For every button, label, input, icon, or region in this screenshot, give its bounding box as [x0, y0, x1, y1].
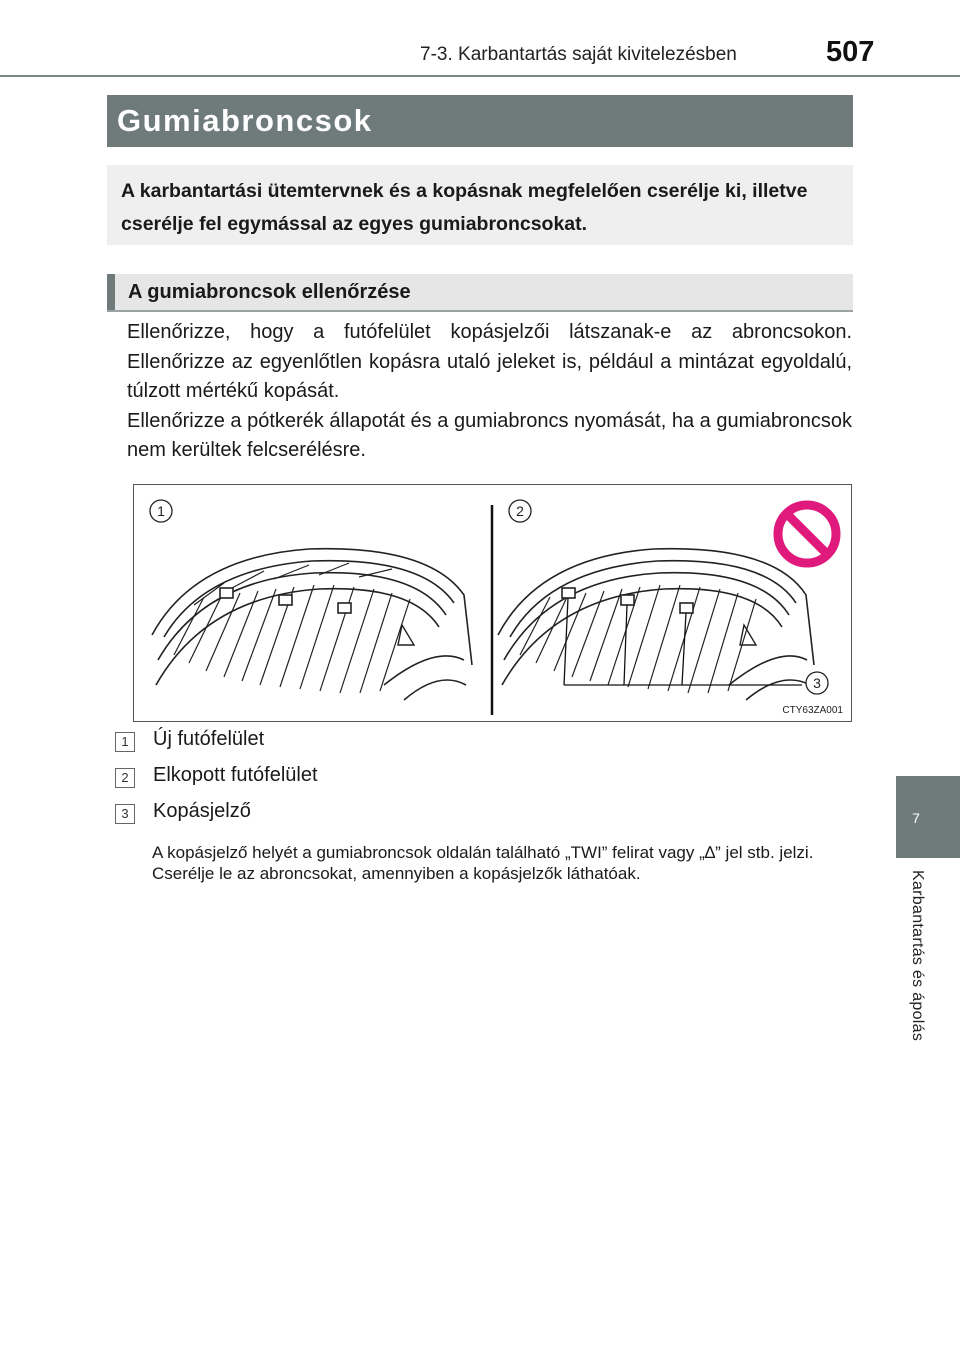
section-body [127, 318, 852, 466]
figure-legend [115, 728, 855, 836]
legend-number: 1 [115, 732, 135, 752]
body-paragraph-1: Ellenőrizze, hogy a futófelület kopásjelzői látszanak-e az abroncsokon. Ellenőrizze az egyenlőtlen kopásra utaló jeleket is, például a mintázat egyoldalú, túlzott mértékű kopását. [127, 321, 852, 402]
section-heading: A gumiabroncsok ellenőrzése [128, 281, 411, 303]
callout-2 [509, 500, 531, 522]
prohibited-icon [778, 505, 836, 563]
legend-label: Kopásjelző [153, 800, 251, 822]
intro-text: A karbantartási ütemtervnek és a kopásnak megfelelően cserélje ki, illetve cserélje fel egymással az egyes gumiabroncsokat. [121, 180, 808, 235]
callout-1 [150, 500, 172, 522]
chapter-title-vertical [908, 870, 932, 1080]
worn-tread-tire [498, 549, 814, 700]
page-number: 507 [826, 36, 875, 68]
tire-tread-figure [133, 484, 852, 722]
svg-text:1: 1 [157, 503, 165, 519]
section-heading-bar [107, 274, 853, 310]
legend-number: 2 [115, 768, 135, 788]
note-line-1: A kopásjelző helyét a gumiabroncsok oldalán található „TWI” felirat vagy „∆” jel stb. jelzi. [152, 843, 814, 862]
header-rule [0, 75, 960, 77]
svg-text:2: 2 [516, 503, 524, 519]
body-paragraph-2: Ellenőrizze a pótkerék állapotát és a gumiabroncs nyomását, ha a gumiabroncsok nem kerültek felcserélésre. [127, 409, 852, 461]
chapter-tab [896, 776, 960, 858]
page-title: Gumiabroncsok [117, 103, 373, 138]
legend-item [115, 764, 855, 798]
legend-item [115, 728, 855, 762]
header-section-title: 7-3. Karbantartás saját kivitelezésben [420, 44, 737, 65]
legend-label: Új futófelület [153, 728, 265, 750]
svg-text:3: 3 [813, 675, 821, 691]
intro-box [107, 165, 853, 245]
new-tread-tire [152, 549, 472, 700]
figure-code: CTY63ZA001 [782, 705, 843, 716]
note-line-2: Cserélje le az abroncsokat, amennyiben a kopásjelzők láthatóak. [152, 864, 641, 883]
callout-3 [806, 672, 828, 694]
page-title-bar [107, 95, 853, 147]
tire-illustration [134, 485, 850, 720]
legend-item [115, 800, 855, 834]
legend-label: Elkopott futófelület [153, 764, 318, 786]
wear-indicator-note [152, 842, 846, 884]
section-heading-rule [107, 310, 853, 312]
chapter-number: 7 [912, 810, 920, 826]
legend-number: 3 [115, 804, 135, 824]
chapter-title: Karbantartás és ápolás [909, 870, 926, 1042]
